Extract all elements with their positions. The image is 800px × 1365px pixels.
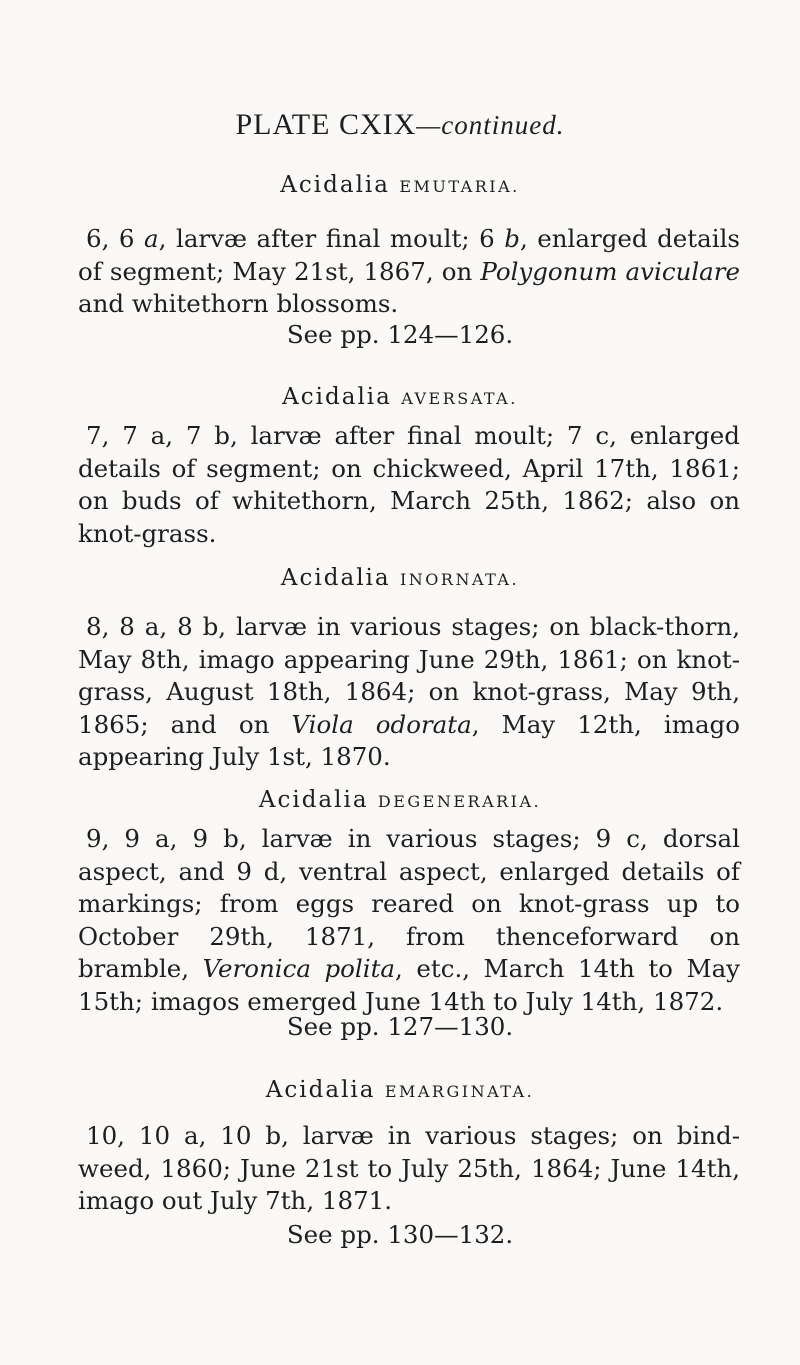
plate-title-suffix: —continued. bbox=[416, 110, 565, 140]
entry-text: , enlarged details of segment; May 21st, 1867, on bbox=[78, 224, 740, 286]
heading-genus: Acidalia bbox=[280, 565, 391, 591]
entry-species-italic: Veronica polita bbox=[202, 954, 396, 983]
entry-italic: a bbox=[144, 224, 159, 253]
entry-emarginata: 10, 10 a, 10 b, larvæ in various stages; on bind-weed, 1860; June 21st to July 25th, 1864; June 14th, imago out July 7th, 1871. bbox=[78, 1121, 740, 1215]
plate-title-main: PLATE CXIX bbox=[235, 108, 417, 141]
plate-title bbox=[0, 108, 800, 142]
entry-italic: b bbox=[504, 224, 520, 253]
heading-genus: Acidalia bbox=[282, 384, 392, 410]
heading-species: EMARGINATA. bbox=[384, 1082, 535, 1101]
section-heading-aversata bbox=[0, 384, 800, 410]
entry-text: 6, 6 bbox=[86, 224, 145, 253]
see-pages-emutaria: See pp. 124—126. bbox=[286, 320, 514, 349]
heading-species: AVERSATA. bbox=[401, 389, 518, 408]
entry-text: 8, 8 a, 8 b, larvæ in various stages; on black-thorn, May 8th, imago appearing June 29th, 1861; on knot-grass, August 18th, 1864; on knot-grass, May 9th, 1865; and on bbox=[78, 612, 740, 739]
section-heading-degeneraria bbox=[0, 787, 800, 813]
entry-aversata: 7, 7 a, 7 b, larvæ after final moult; 7 c, enlarged details of segment; on chickweed, April 17th, 1861; on buds of whitethorn, March 25th, 1862; also on knot-grass. bbox=[78, 421, 740, 548]
heading-species: EMUTARIA. bbox=[399, 177, 520, 196]
entry-text: , etc., March 14th to May 15th; imagos emerged June 14th to July 14th, 1872. bbox=[78, 954, 741, 1016]
entry-text: , larvæ after final moult; 6 bbox=[158, 224, 505, 253]
heading-genus: Acidalia bbox=[265, 1077, 376, 1103]
entry-text: 9, 9 a, 9 b, larvæ in various stages; 9 c, dorsal aspect, and 9 d, ventral aspect, enlarged details of markings; from eggs reared on knot-grass up to October 29th, 1871, from thenceforward on bramble, bbox=[78, 824, 740, 983]
see-pages-emarginata: See pp. 130—132. bbox=[286, 1220, 514, 1249]
entry-degeneraria bbox=[78, 823, 740, 1018]
entry-emutaria bbox=[78, 223, 740, 321]
section-heading-emutaria bbox=[0, 172, 800, 198]
entry-text: and whitethorn blossoms. bbox=[78, 289, 399, 318]
section-heading-emarginata bbox=[0, 1077, 800, 1103]
heading-species: DEGENERARIA. bbox=[377, 792, 542, 811]
see-pages-degeneraria: See pp. 127—130. bbox=[286, 1012, 514, 1041]
heading-genus: Acidalia bbox=[280, 172, 390, 198]
section-heading-inornata bbox=[0, 565, 800, 591]
entry-species-italic: Viola odorata bbox=[291, 709, 472, 739]
heading-genus: Acidalia bbox=[258, 787, 369, 813]
entry-text: , May 12th, imago appearing July 1st, 1870. bbox=[78, 709, 740, 771]
heading-species: INORNATA. bbox=[399, 570, 520, 589]
entry-species-italic: Polygonum aviculare bbox=[480, 256, 740, 286]
entry-inornata bbox=[78, 611, 740, 774]
